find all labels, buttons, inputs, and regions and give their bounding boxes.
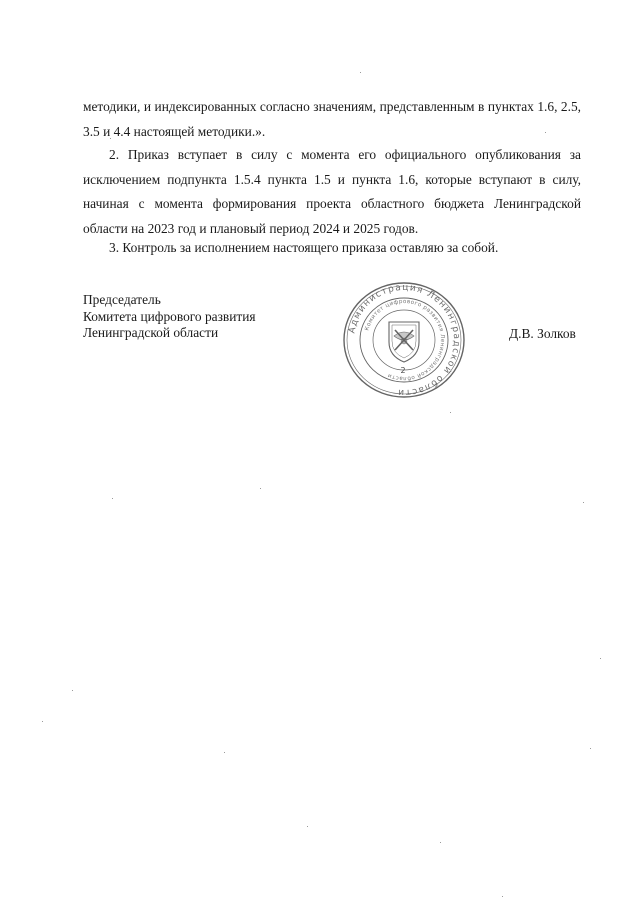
scan-speck (590, 748, 591, 749)
scan-speck (42, 721, 43, 722)
scan-speck (110, 138, 111, 139)
scan-speck (440, 842, 441, 843)
paragraph-effective-date (83, 143, 581, 241)
official-seal (339, 278, 469, 402)
paragraph-text: 2. Приказ вступает в силу с момента его официального опубликования за исключением подпункта 1.5.4 пункта 1.5 и пункта 1.6, которые вступают в силу, начиная с момента формирования проекта областного бюджета Ленинградской области на 2023 год и плановый период 2024 и 2025 годов. (83, 147, 581, 236)
scan-speck (600, 658, 601, 659)
scan-speck (72, 690, 73, 691)
paragraph-control (83, 236, 581, 261)
paragraph-text: 3. Контроль за исполнением настоящего приказа оставляю за собой. (109, 240, 499, 255)
scan-speck (260, 488, 261, 489)
scan-speck (307, 826, 308, 827)
scan-speck (583, 502, 584, 503)
scan-speck (502, 896, 503, 897)
seal-outer-text: Администрация Ленинградской области (347, 282, 462, 398)
signer-region: Ленинградской области (83, 325, 219, 340)
scan-speck (224, 752, 225, 753)
coat-of-arms-icon (389, 322, 419, 362)
seal-number: 2 (400, 366, 406, 375)
scan-speck (112, 498, 113, 499)
paragraph-continuation (83, 95, 581, 144)
signer-name: Д.В. Золков (509, 326, 576, 341)
signer-committee: Комитета цифрового развития (83, 308, 256, 324)
signer-block (83, 292, 256, 342)
scan-speck (360, 72, 361, 73)
signer-position: Председатель (83, 292, 161, 307)
scan-speck (545, 132, 546, 133)
scan-speck (450, 412, 451, 413)
seal-inner-text: Комитет цифрового развития Ленинградской области (364, 298, 446, 382)
paragraph-text: методики, и индексированных согласно значениям, представленным в пунктах 1.6, 2.5, 3.5 и 4.4 настоящей методики.». (83, 99, 581, 139)
seal-graphic (339, 278, 469, 402)
